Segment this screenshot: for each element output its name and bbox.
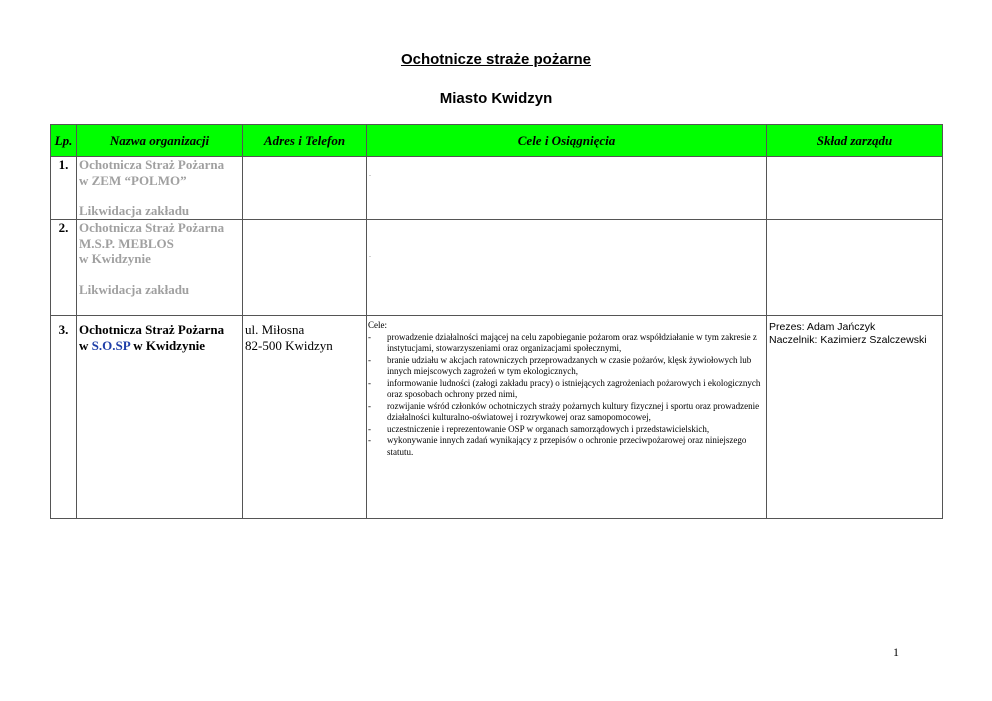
liquidation-note: Likwidacja zakładu: [79, 281, 190, 297]
organizations-table: [50, 124, 943, 519]
goal-item: - informowanie ludności (załogi zakładu pracy) o istniejących zagrożeniach pożarowych i ekologicznych oraz sposobach ochrony przed nimi,: [368, 378, 762, 401]
name-line: w Kwidzynie: [79, 251, 151, 266]
liquidation-note: Likwidacja zakładu: [79, 203, 190, 218]
organization-name: [77, 220, 243, 316]
name-line: M.S.P. MEBLOS: [79, 235, 174, 251]
row-number: 2.: [51, 220, 77, 316]
address-street: ul. Miłosna: [245, 322, 305, 337]
goals-mark: .: [369, 169, 371, 178]
goals-cell: [367, 157, 767, 220]
page-subtitle: Miasto Kwidzyn: [439, 90, 553, 107]
column-header-name: Nazwa organizacji: [77, 125, 243, 157]
goals-cell: [367, 220, 767, 316]
address-city: 82-500 Kwidzyn: [245, 338, 333, 353]
table-row: [51, 220, 943, 316]
address-cell: [243, 157, 367, 220]
goals-cell: [367, 316, 767, 519]
organization-name: [77, 316, 243, 519]
goal-item: - rozwijanie wśród członków ochotniczych straży pożarnych kultury fizycznej i sportu oraz prowadzenie działalności kulturalno-oświatowej i rozrywkowej oraz samopomocowej,: [368, 401, 762, 424]
page-number: 1: [893, 645, 899, 659]
row-number: 3.: [51, 316, 77, 519]
column-header-address: Adres i Telefon: [243, 125, 367, 157]
column-header-goals: Cele i Osiągnięcia: [367, 125, 767, 157]
board-president: Prezes: Adam Jańczyk: [769, 321, 876, 333]
name-line: Ochotnicza Straż Pożarna: [79, 220, 225, 235]
organization-name: [77, 157, 243, 220]
goal-item: - branie udziału w akcjach ratowniczych przeprowadzanych w czasie pożarów, klęsk żywiołowych lub innych miejscowych zagrożeń w tym ekologicznych,: [368, 355, 762, 378]
organization-abbreviation: S.O.SP: [91, 338, 130, 353]
goal-item: - wykonywanie innych zadań wynikający z przepisów o ochronie przeciwpożarowej oraz niniejszego statutu.: [368, 435, 762, 458]
board-cell: [767, 157, 943, 220]
name-line: Ochotnicza Straż Pożarna: [79, 322, 225, 337]
table-header-row: [51, 125, 943, 157]
board-cell: [767, 316, 943, 519]
goal-item: - uczestniczenie i reprezentowanie OSP w organach samorządowych i przedstawicielskich,: [368, 424, 762, 436]
column-header-board: Skład zarządu: [767, 125, 943, 157]
name-line: w ZEM “POLMO”: [79, 172, 187, 188]
page-title: Ochotnicze straże pożarne: [400, 51, 592, 68]
name-prefix: w: [79, 338, 92, 353]
goal-item: - prowadzenie działalności mającej na celu zapobieganie pożarom oraz współdziałanie w tym zakresie z instytucjami, stowarzyszeniami oraz organizacjami społecznymi,: [368, 332, 762, 355]
address-cell: [243, 316, 367, 519]
goals-list: [368, 332, 762, 459]
table-row: [51, 157, 943, 220]
name-line: [79, 338, 240, 354]
goals-mark: .: [369, 250, 371, 259]
goals-title: Cele:: [368, 320, 387, 330]
name-suffix: w Kwidzynie: [129, 338, 206, 353]
row-number: 1.: [51, 157, 77, 220]
address-cell: [243, 220, 367, 316]
board-cell: [767, 220, 943, 316]
name-line: Ochotnicza Straż Pożarna: [79, 157, 225, 172]
column-header-lp: Lp.: [51, 125, 77, 157]
board-chief: Naczelnik: Kazimierz Szalczewski: [769, 334, 927, 346]
table-row: [51, 316, 943, 519]
